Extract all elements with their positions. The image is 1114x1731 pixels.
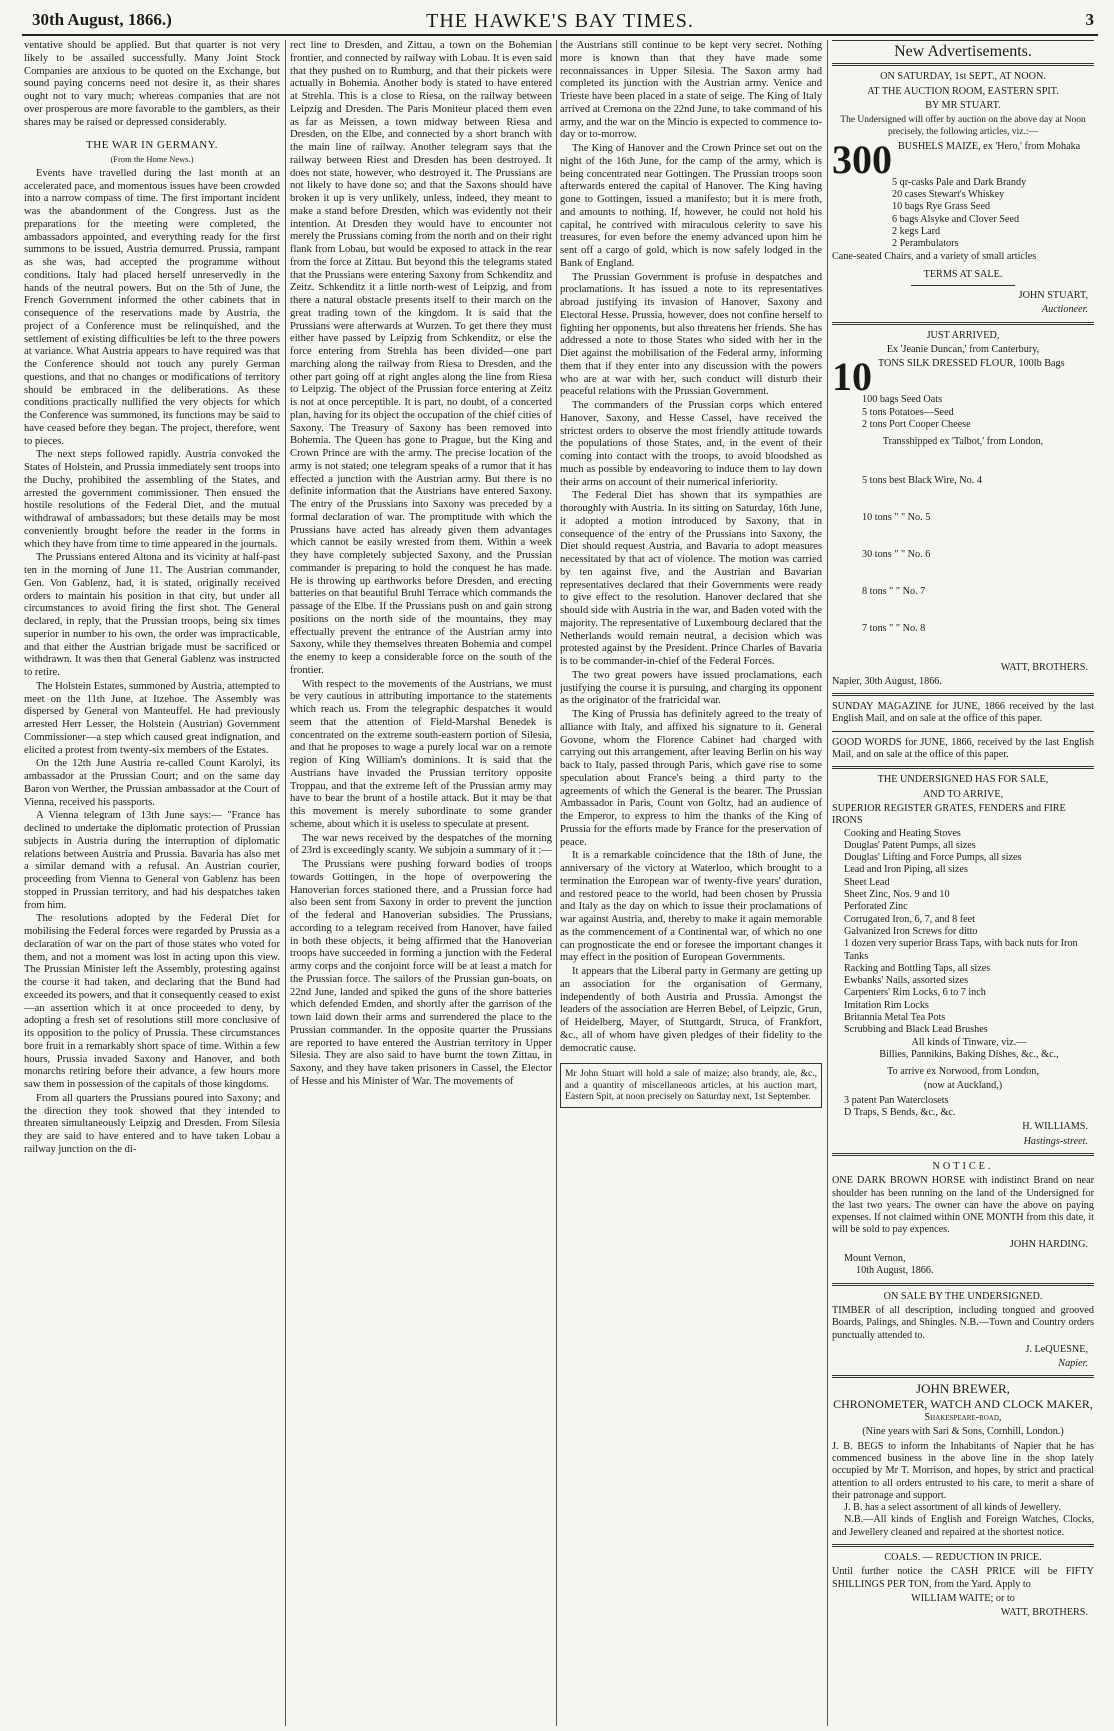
- list-item: D Traps, S Bends, &c., &c.: [844, 1107, 956, 1119]
- auction-by: BY MR STUART.: [925, 99, 1001, 111]
- article-paragraph: The war news received by the despatches of the morning of 23rd is exceedingly scanty. We subjoin a summary of it :—: [290, 832, 552, 857]
- list-item: 5 tons Potatoes—Seed: [862, 406, 954, 418]
- divider: [832, 1153, 1094, 1156]
- list-item: Sheet Zinc, Nos. 9 and 10: [844, 889, 950, 901]
- auction-tail: Cane-seated Chairs, and a variety of small articles: [832, 250, 1037, 262]
- article-source: (From the Home News.): [110, 154, 194, 164]
- watchmaker-ad: [832, 1383, 1094, 1539]
- auction-item-list: [832, 177, 1094, 251]
- watchmaker-body-2: J. B. has a select assortment of all kinds of Jewellery.: [844, 1502, 1061, 1514]
- list-item: Perforated Zinc: [844, 901, 908, 913]
- article-paragraph: The King of Prussia has definitely agreed to the treaty of alliance with Italy, and affixed his signature to it. General Govone, whom the Florence Cabinet had charged with carrying out this arrangement, after leaving Berlin on his way back to Italy, passed through Paris, which gave rise to some speculation about France's being a third party to the agreements of which the General is the bearer. The Prussian Ambassador in Paris, Count von Goltz, had an audience of the Emperor, to express to him the thanks of the King of Prussia for the efforts made by France for the preservation of peace.: [560, 709, 822, 848]
- divider: [832, 1375, 1094, 1378]
- list-item: Galvanized Iron Screws for ditto: [844, 925, 978, 937]
- article-paragraph: the Austrians still continue to be kept very secret. Nothing more is known than that they have made some reconnaissances in Upper Silesia. The Saxon army had completed its junction with the Austrian army. Venice and Trieste have been placed in a state of seige. The King of Italy arrived at Cremona on the 22nd June, to take command of his army, and the war on the Mincio is expected to commence to-day or to-morrow.: [560, 40, 822, 141]
- watchmaker-name: JOHN BREWER,: [916, 1381, 1010, 1397]
- list-item: 2 tons Port Cooper Cheese: [862, 418, 971, 430]
- timber-body: TIMBER of all description, including tongued and grooved Boards, Palings, and Shingles. N.B.—Town and Country orders punctually attended to.: [832, 1304, 1094, 1341]
- divider: [832, 1283, 1094, 1286]
- coals-body: Until further notice the CASH PRICE will be FIFTY SHILLINGS PER TON, from the Yard. Apply to: [832, 1566, 1094, 1590]
- ironmongery-title: THE UNDERSIGNED HAS FOR SALE,: [877, 774, 1049, 786]
- column-2: [290, 40, 552, 1726]
- masthead-rule: [22, 34, 1098, 36]
- column-divider: [285, 40, 286, 1726]
- masthead: [22, 8, 1098, 30]
- just-arrived-signer: WATT, BROTHERS.: [1000, 661, 1088, 673]
- article-paragraph: Events have travelled during the last month at an accelerated pace, and momentous issues have been crowded into a narrow compass of time. The first important incident was the abandonment of the Congress. Just as the preparations for the meeting were completed, the ambassadors appointed, and everything ready for the first summons to be issued, Austria demurred. Prussia, rampant as she was, had accepted the programme without conditions. Italy had placed herself unreservedly in the hands of the neutral powers. But on the 5th of June, the French Government informed the other cabinets that in consequence of the reservations made by Austria, the project of a Conference must be relinquished, and the settlement of existing difficulties be left to the three powers at variance. What Austria appears to have required was that the Conference should not touch any purely German questions, and that no changes or modifications of territory should be embraced in the deliberations. As these conditions practically nullified the very objects for which the Conference was summoned, its functions may be said to have ceased before they began. The project, therefore, went to pieces.: [24, 167, 280, 447]
- watchmaker-body-3: N.B.—All kinds of English and Foreign Watches, Clocks, and Jewellery cleaned and repaired at the shortest notice.: [832, 1514, 1094, 1538]
- notice-body: ONE DARK BROWN HORSE with indistinct Brand on near shoulder has been running on the land of the Undersigned for the last two years. The owner can have the above on paying expenses. If not claimed within ONE MONTH from this date, it will be sold to pay expences.: [832, 1175, 1094, 1236]
- article-paragraph: It appears that the Liberal party in Germany are getting up an association for the organisation of Germany, independently of both Austria and Prussia. Amongst the leaders of the association are Herren Bebel, of Leipzic, Grun, of Heidelberg, Mayer, of Stuttgardt, Struca, of Frankfort, &c., all of whom have given pledges of their fidelity to the democratic cause.: [560, 966, 822, 1054]
- list-item: Racking and Bottling Taps, all sizes: [844, 962, 991, 974]
- list-item: Cooking and Heating Stoves: [844, 827, 961, 839]
- newspaper-title: THE HAWKE'S BAY TIMES.: [426, 10, 694, 32]
- article-paragraph: The resolutions adopted by the Federal Diet for mobilising the Federal forces were regarded by Prussia as a declaration of war on the part of those states who voted for them, and not a moment was lost in acting upon this view. The Prussian Minister left the Assembly, protesting against the course it had taken, and declaring that the Bund had exceeded its powers, and that it consequently ceased to exist—an assertion which it at once proceeded to deny, by adopting a fresh set of resolutions still more conclusive of its opposition to the policy of Prussia. These circumstances bore fruit in a remarkably short space of time. Within a few hours, Prussia invaded Saxony and Hanover, and both monarchs retiring before their advance, a few hours more saw them in possession of the capitals of those kingdoms.: [24, 913, 280, 1090]
- divider: [832, 40, 1094, 41]
- coals-signer-2: WATT, BROTHERS.: [1000, 1607, 1088, 1619]
- issue-date: 30th August, 1866.): [32, 10, 172, 29]
- article-paragraph: ventative should be applied. But that quarter is not very likely to be assailed successfully. Many Joint Stock Companies are anxious to be quoted on the Exchange, but sound paying concerns need not desire it, as their shares ought not to vary much; whereas companies that are not over prosperous are more favorable to the gamblers, as their shares may be raised or depressed considerably.: [24, 40, 280, 128]
- article-paragraph: On the 12th June Austria re-called Count Karolyi, its ambassador at the Prussian Court; and on the same day Baron von Werther, the Prussian ambassador at the Court of Vienna, received his passports.: [24, 758, 280, 808]
- ironmongery-items: [832, 828, 1094, 1062]
- list-item: Billies, Pannikins, Baking Dishes, &c., &c.,: [879, 1048, 1059, 1060]
- auction-big-number: 300: [832, 136, 892, 182]
- article-paragraph: A Vienna telegram of 13th June says:— "France has declined to undertake the diplomatic protection of Prussian subjects in Austria during the interruption of diplomatic relations between Austria and Prussia. Bavaria has also met a similar demand with a refusal. An Austrian courier, proceeding from Vienna to General von Gablenz has been stopped in Prussian territory, and had his despatches taken from him.: [24, 810, 280, 911]
- good-words-ad: GOOD WORDS for JUNE, 1866, received by the last English Mail, and on sale at the office of this paper.: [832, 736, 1094, 761]
- column-3: [560, 40, 822, 1726]
- divider: [832, 766, 1094, 769]
- article-paragraph: The King of Hanover and the Crown Prince set out on the night of the 16th June, for the camp of the army, which is being concentrated near Gottingen. The Prussian troops soon afterwards entered the capital of Hanover. The King having gone to Gottingen, issued a manifesto; but it is mere froth, and amounts to nothing. If, however, he could not hold his capital, he contrived with miraculous celerity to save his treasures, for even before the enemy advanced upon him he sent off a cargo of gold, which is now safely lodged in the Bank of England.: [560, 143, 822, 269]
- auction-where: AT THE AUCTION ROOM, EASTERN SPIT.: [867, 85, 1059, 97]
- list-item: 6 bags Alsyke and Clover Seed: [892, 213, 1020, 225]
- ironmongery-ad: [832, 774, 1094, 1148]
- list-item: Carpenters' Rim Locks, 6 to 7 inch: [844, 987, 986, 999]
- article-paragraph: The Holstein Estates, summoned by Austria, attempted to meet on the 11th June, at Itzehoe. The Assembly was dispersed by General von Manteuffel. He had previously arrested Herr Lesser, the Holstein (Austrian) Government Commissioner—a step which caused great indignation, and elicited a protest from twenty-six members of the Estates.: [24, 680, 280, 756]
- list-item: 100 bags Seed Oats: [862, 394, 943, 406]
- list-item: Imitation Rim Locks: [844, 999, 929, 1011]
- watchmaker-body: J. B. BEGS to inform the Inhabitants of Napier that he has commenced business in the above line in the shop lately occupied by Mr T. Morrison, and hopes, by strict and practical attention to all orders entrusted to his care, to merit a share of their patronage and support.: [832, 1440, 1094, 1501]
- list-item: 1 dozen very superior Brass Taps, with back nuts for Iron Tanks: [844, 938, 1078, 962]
- divider: [911, 285, 1016, 286]
- column-divider: [556, 40, 557, 1726]
- timber-ad: [832, 1291, 1094, 1371]
- auction-role: Auctioneer.: [1041, 304, 1088, 316]
- advertisements-header: New Advertisements.: [894, 43, 1032, 60]
- article-paragraph: The two great powers have issued proclamations, each justifying the course it is pursuing, and charging its opponent as the originator of the fratricidal war.: [560, 669, 822, 707]
- article-paragraph: rect line to Dresden, and Zittau, a town on the Bohemian frontier, and connected by railway with Lobau. It is even said that they pushed on to Rumburg, and that their pickets were actually in Bohemia. Another body is stated to have entered at Strehla. This is a close to Riesa, on the railway between Leipzig and Dresden. The Paris Moniteur placed them even as far as Meissen, a town midway between Riesa and Dresden, on the Elbe, and connected by a short branch with the main line of railway. Another telegram says that the railway between Riest and Dresden has been destroyed. It does not state, however, who destroyed it. The Prussians are not likely to have done so; and that the Saxons should have broken it up is very unlikely, unless, indeed, they meant to make a stand before Dresden, which was evidently not their intention. At Dresden they would have to encounter not merely the Prussians coming from the north and on their right flank from Lobau, but would be exposed to attack in the rear from the force at Zittau. But beyond this the telegrams stated that the Prussians were entering Saxony from Schkenditz and Zeitz. Schkenditz it a little north-west of Leipzig, and from there a natural obstacle presents itself to their march on the great trading town of the kingdom. It is said that the Prussians were afterwards at Wurzen. To get there they must either have passed by Leipzig from Schkenditz, or else the force entering from Strehla has been divided—one part marching along the railway from Riesa to Dresden, and the other part going off at right angles along the line from Riesa to Leipzig. The object of the Prussian force entering at Zeitz is not at once perceptible. It is part, no doubt, of a concerted plan, having for its object the occupation of the chief cities of Saxony. The Treasury of Saxony has been removed into Bohemia. The Queen has gone to Prague, but the King and Crown Prince are with the army. The precise location of the army is not stated; one telegram speaks of a rumor that it has effected a junction with the Austrian army. But there is no definite information that the Austrians have entered Saxony. The entry of the Prussians into Saxony was preceded by a formal declaration of war. The promptitude with which the Prussians have acted has already given them advantages which cannot be easily wrested from them. Within a week they have completely subjected Saxony, and the Prussian commander is preparing to hold the conquest he has made. He is throwing up earthworks before Dresden, and erecting batteries on that beautiful Bruhl Terrace which commands the passage of the Elbe. If the Prussians push on and gain strong positions on the north side of the mountains, they may effectually prevent the entrance of the Austrian army into Saxony, while they themselves threaten Bohemia and compel the enemy to keep a considerable force on the south of the frontier.: [290, 40, 552, 676]
- article-paragraph: The next steps followed rapidly. Austria convoked the States of Holstein, and Prussia immediately sent troops into the Duchy, prohibited the assembling of the States, and arrested the government commissioner. Then ensued the hostile resolutions of the Federal Diet, and the mutual withdrawal of ambassadors; but these details may be most conveniently brought before the reader in the forms in which they have from time to time appeared in the journals.: [24, 449, 280, 550]
- notice-title: NOTICE.: [932, 1160, 994, 1172]
- just-arrived-date: Napier, 30th August, 1866.: [832, 675, 942, 687]
- article-heading: THE WAR IN GERMANY.: [86, 139, 218, 152]
- list-item: Douglas' Lifting and Force Pumps, all sizes: [844, 852, 1022, 864]
- notice-signer: JOHN HARDING.: [1009, 1238, 1088, 1250]
- ironmongery-subtitle: AND TO ARRIVE,: [922, 788, 1004, 800]
- notice-place: Mount Vernon,: [844, 1253, 906, 1265]
- just-arrived-ex: Ex 'Jeanie Duncan,' from Canterbury,: [886, 344, 1040, 356]
- timber-signer: J. LeQUESNE,: [1025, 1343, 1088, 1355]
- wire-tons-list: [832, 451, 1094, 660]
- notice-ad: [832, 1161, 1094, 1278]
- divider: [832, 322, 1094, 325]
- ironmongery-street: Hastings-street.: [1023, 1135, 1088, 1147]
- timber-place: Napier.: [1058, 1358, 1088, 1370]
- coals-title: COALS. — REDUCTION IN PRICE.: [884, 1551, 1042, 1563]
- list-item: 2 kegs Lard: [892, 225, 941, 237]
- ironmongery-lead: SUPERIOR REGISTER GRATES, FENDERS and FIRE IRONS: [832, 802, 1066, 827]
- transshipped-note: Transshipped ex 'Talbot,' from London,: [882, 436, 1044, 448]
- divider: [832, 63, 1094, 66]
- advertisements-column: [832, 40, 1094, 1726]
- ironmongery-arrive: To arrive ex Norwood, from London,: [887, 1066, 1039, 1078]
- list-item: Douglas' Patent Pumps, all sizes: [844, 839, 976, 851]
- list-item: Sheet Lead: [844, 876, 890, 888]
- list-item: 5 tons best Black Wire, No. 4: [862, 475, 982, 487]
- article-paragraph: The Prussians entered Altona and its vicinity at half-past ten in the morning of June 11. The Austrian commander, Gen. Von Gablenz, had, it is stated, originally received orders to maintain his position in that city, but under all circumstances to avoid firing the first shot. The General declared, in reply, that the Prussian troops, being six times superior in number to his own, the order was impracticable, and that either the Austrian brigade must be sacrificed or withdrawn. It was then that General Gablenz was instructed to retire.: [24, 552, 280, 678]
- page-number: 3: [1085, 10, 1094, 29]
- article-paragraph: With respect to the movements of the Austrians, we must be very cautious in attributing importance to the statements which reach us. From the telegraphic despatches it would seem that the attention of Field-Marshal Benedek is concentrated on the extreme south-eastern portion of Silesia, and that he proposes to wage a purely local war on a remote region of King William's dominions. It is said that the Austrians have invaded the Prussian territory opposite Troppau, and that the extreme left of the Prussian army may have to bear the brunt of a hostile attack. But it may be that this movement is merely subordinate to some grander scheme, about which it is useless to speculate at present.: [290, 678, 552, 830]
- article-paragraph: The Prussian Government is profuse in despatches and proclamations. It has issued a note to its representatives abroad justifying its invasion of Hanover, Saxony and Electoral Hesse. Prussia, however, does not confine herself to fighting her opponents, but also threatens her friends. She has addressed a note to those States who sided with her in the Diet against the mobilisation of the Federal army, informing them that if they enter into any discussion with the powers who are at war with her, such conduct will disturb their peaceful relations with the Prussian Government.: [560, 271, 822, 398]
- article-paragraph: The Prussians were pushing forward bodies of troops towards Gottingen, in the hope of overpowering the Hanoverian forces stationed there, and a Prussian force had also been sent from Saxony in order to prevent the junction of the federal and Hanoverian subsidies. The Prussians, according to a telegram received from Hanover, have failed in both these objects, it being affirmed that the Hanoverian troops have succeeded in forming a junction with the Federal army corps and the conjoint force will be at least a match for the Prussian force. The sailors of the Prussian gun-boats, on 22nd June, landed and spiked the guns of the shore batteries which defended Emden, and shortly after the garrison of the town laid down their arms and surrendered the place to the Prussian commander. In the opposite quarter the Prussians are reported to have entered the Austrian territory in Upper Silesia. They are also said to have burnt the town Zittau, in Saxony, and they have taken prisoners in Cassel, the Elector of Hesse and his Minister of War. The movements of: [290, 859, 552, 1087]
- notice-date: 10th August, 1866.: [856, 1265, 934, 1277]
- article-paragraph: The Federal Diet has shown that its sympathies are thoroughly with Austria. In its sitting on Saturday, 16th June, it adopted a motion introduced by Saxony, that in consequence of the entry of the Prussians into Saxony, the Diet should request Austria, and Bavaria to adopt measures necessitated by that act of violence. The motion was carried by ten against five, and the Austrian and Bavarian representatives declared that their Governments were ready to give effect to the resolution. Hanover declared that she should side with Austria in the war, and Baden voted with the majority. The representative of Luxembourg declared that the Netherlands would remain neutral, a decision which was protested against by the President. Prince Charles of Bavaria is to be commander-in-chief of the Federal Forces.: [560, 490, 822, 667]
- auction-when: ON SATURDAY, 1st SEPT., AT NOON.: [880, 71, 1046, 83]
- divider: [832, 1544, 1094, 1547]
- list-item: 10 bags Rye Grass Seed: [892, 201, 991, 213]
- list-item: All kinds of Tinware, viz.—: [911, 1036, 1027, 1048]
- timber-title: ON SALE BY THE UNDERSIGNED.: [883, 1290, 1043, 1302]
- divider: [832, 731, 1094, 732]
- advertisements-header-block: [832, 40, 1094, 66]
- watchmaker-street: Shakespeare-road,: [924, 1412, 1002, 1424]
- column-1: [24, 40, 280, 1726]
- auction-signer: JOHN STUART,: [1018, 290, 1088, 302]
- list-item: 5 qr-casks Pale and Dark Brandy: [892, 176, 1027, 188]
- ironmongery-signer: H. WILLIAMS.: [1022, 1121, 1088, 1133]
- article-paragraph: The commanders of the Prussian corps which entered Hanover, Saxony, and Hesse Cassel, have received the strictest orders to observe the most friendly attitude towards the populations of those States, and, in the event of their coming into contact with the troops, to avoid bloodshed as much as possible by endeavoring to induce them to lay down their arms on account of their numerical inferiority.: [560, 400, 822, 488]
- list-item: 8 tons " " No. 7: [862, 585, 926, 597]
- list-item: 20 cases Stewart's Whiskey: [892, 189, 1005, 201]
- auction-lead-item: BUSHELS MAIZE, ex 'Hero,' from Mohaka: [898, 140, 1081, 152]
- list-item: 3 patent Pan Waterclosets: [844, 1094, 949, 1106]
- divider: [832, 693, 1094, 696]
- just-arrived-ad: [832, 330, 1094, 688]
- column-divider: [827, 40, 828, 1726]
- list-item: Ewbanks' Nails, assorted sizes: [844, 975, 969, 987]
- ironmongery-arrive-note: (now at Auckland,): [923, 1080, 1003, 1092]
- list-item: Scrubbing and Black Lead Brushes: [844, 1024, 988, 1036]
- list-item: 7 tons " " No. 8: [862, 622, 926, 634]
- auction-intro: The Undersigned will offer by auction on the above day at Noon precisely, the following articles, viz.:—: [840, 115, 1086, 138]
- ironmongery-arrive-items: [832, 1095, 1094, 1120]
- list-item: 30 tons " " No. 6: [862, 548, 931, 560]
- list-item: 2 Perambulators: [892, 238, 959, 250]
- just-arrived-title: JUST ARRIVED,: [926, 329, 1000, 341]
- list-item: 10 tons " " No. 5: [862, 512, 931, 524]
- coals-ad: [832, 1552, 1094, 1619]
- sale-notice-box: Mr John Stuart will hold a sale of maize; also brandy, ale, &c., and a quantity of miscellaneous articles, at his auction mart, Eastern Spit, at noon precisely on Saturday next, 1st September.: [560, 1063, 822, 1108]
- watchmaker-note: (Nine years with Sari & Sons, Cornhill, London.): [862, 1426, 1064, 1438]
- just-arrived-big-number: 10: [832, 354, 872, 400]
- just-arrived-lead-item: TONS SILK DRESSED FLOUR, 100lb Bags: [878, 358, 1065, 370]
- watchmaker-trade: CHRONOMETER, WATCH AND CLOCK MAKER,: [833, 1396, 1093, 1411]
- just-arrived-items: [832, 394, 1094, 431]
- auction-terms: TERMS AT SALE.: [923, 268, 1003, 280]
- auction-ad: [832, 71, 1094, 316]
- coals-signer: WILLIAM WAITE; or to: [911, 1592, 1015, 1604]
- list-item: Corrugated Iron, 6, 7, and 8 feet: [844, 913, 975, 925]
- article-paragraph: It is a remarkable coincidence that the 18th of June, the anniversary of the victory at Waterloo, which brought to a termination the European war of twenty-five years' duration, and restored peace to the world, had been chosen by Prussia and Italy as the day on which to issue their proclamations of war against Austria, and, thereby to make it again memorable as the commencement of a Continental war, of which no one can prognosticate the end or foresee the important changes it may effect in the position of European Governments.: [560, 850, 822, 964]
- article-paragraph: From all quarters the Prussians poured into Saxony; and the direction they took showed that they intended to threaten simultaneously Leipzig and Dresden. From Silesia they are said to have entered and to have taken Lobau a railway junction on the di-: [24, 1092, 280, 1155]
- list-item: Britannia Metal Tea Pots: [844, 1012, 946, 1023]
- sunday-magazine-ad: SUNDAY MAGAZINE for JUNE, 1866 received by the last English Mail, and on sale at the office of this paper.: [832, 701, 1094, 725]
- list-item: Lead and Iron Piping, all sizes: [844, 864, 968, 876]
